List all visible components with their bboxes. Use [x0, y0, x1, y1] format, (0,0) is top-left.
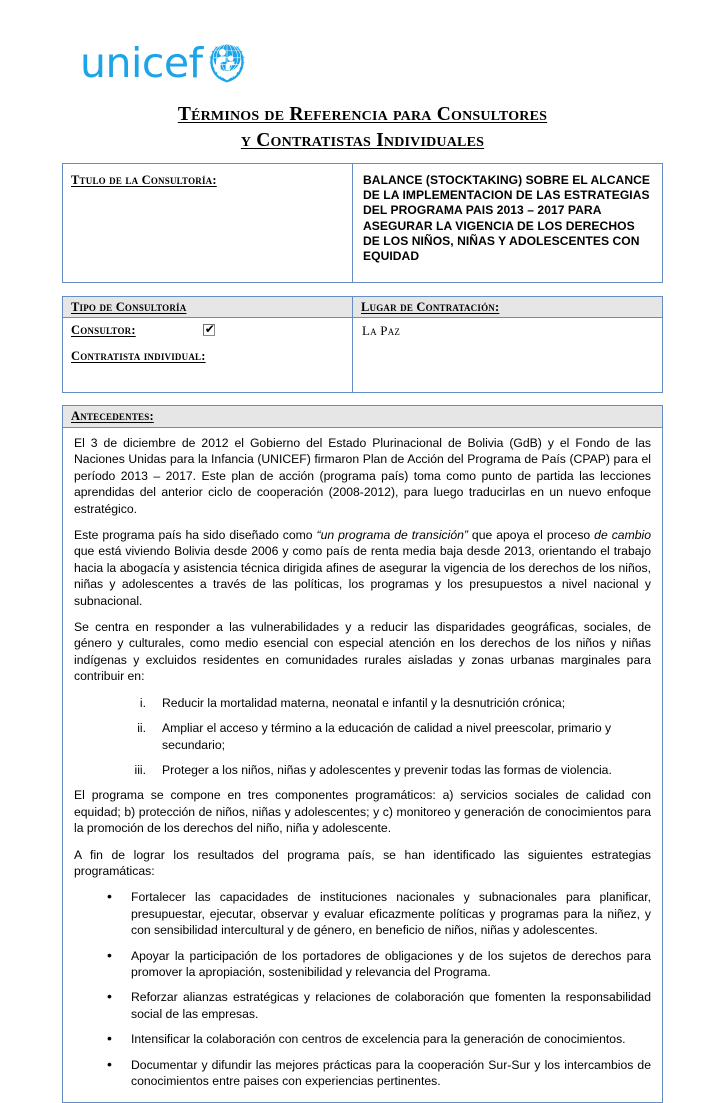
page-title-line1: [62, 102, 663, 128]
bullet-icon: •: [107, 946, 112, 963]
page-title: [62, 102, 663, 154]
list-item-text: Apoyar la participación de los portadores de obligaciones y de los sujetos de derechos para promover la apropiación, sostenibilidad y relevancia del Programa.: [131, 948, 651, 979]
list-item-marker: iii.: [134, 762, 146, 777]
list-item-marker: ii.: [137, 721, 146, 736]
list-item-text: Ampliar el acceso y término a la educación de calidad a nivel preescolar, primario y secundario;: [162, 721, 612, 752]
unicef-logo: [80, 38, 663, 89]
list-item-text: Reforzar alianzas estratégicas y relaciones de colaboración que fomenten la responsabilidad social de las empresas.: [131, 990, 651, 1021]
table-header-row: [63, 297, 663, 318]
list-item: [74, 695, 651, 711]
list-item: [74, 889, 651, 938]
antecedentes-paragraph-1: El 3 de diciembre de 2012 el Gobierno del Estado Plurinacional de Bolivia (GdB) y el Fondo de las Naciones Unidas para la Infancia (UNICEF) firmaron Plan de Acción del Programa de País (CPAP) para el período 2013 – 2017. Este plan de acción (programa país) toma como punto de partida las lecciones aprendidas del anterior ciclo de cooperación (2008-2012), para luego traducirlas en un nuevo enfoque estratégico.: [74, 436, 651, 516]
consultancy-title-label: Ttulo de la Consultoría:: [71, 173, 217, 187]
consultancy-title-value-cell: [353, 164, 663, 283]
lugar-contratacion-header-cell: [353, 297, 663, 318]
list-item: [74, 1031, 651, 1047]
consultancy-type-table: [62, 296, 663, 393]
consultor-checkbox[interactable]: [203, 324, 215, 336]
consultor-option-label: Consultor:: [71, 323, 136, 337]
tipo-consultoria-header-cell: [63, 297, 353, 318]
antecedentes-paragraph-5: A fin de lograr los resultados del programa país, se han identificado las siguientes estrategias programáticas:: [74, 847, 651, 878]
table-row: [63, 428, 663, 1103]
table-row: [63, 318, 663, 393]
list-item-marker: i.: [139, 695, 146, 710]
list-item-text: Proteger a los niños, niñas y adolescentes y prevenir todas las formas de violencia.: [162, 762, 612, 777]
checkmark-icon: ✔: [204, 322, 215, 336]
antecedentes-paragraph-2: [74, 527, 651, 609]
page-title-line2-text: y Contratistas Individuales: [240, 130, 485, 151]
antecedentes-numbered-list: [74, 695, 651, 779]
consultor-option-row[interactable]: [71, 323, 344, 338]
antecedentes-header-cell: [63, 406, 663, 428]
unicef-emblem-icon: [204, 38, 250, 89]
page-title-line2: [62, 128, 663, 154]
table-header-row: [63, 406, 663, 428]
antecedentes-paragraph-4: El programa se compone en tres componentes programáticos: a) servicios sociales de calidad con equidad; b) protección de niños, niñas y adolescentes; y c) monitoreo y generación de conocimientos para la promoción de los derechos del niño, niña y adolescente.: [74, 788, 651, 836]
p2-part2: que apoya el proceso: [467, 528, 595, 543]
antecedentes-body-cell: [63, 428, 663, 1103]
contratista-individual-option-label[interactable]: Contratista individual:: [71, 349, 206, 363]
consultancy-title-label-cell: [63, 164, 353, 283]
consultancy-title-value: BALANCE (STOCKTAKING) SOBRE EL ALCANCE DE LA IMPLEMENTACION DE LAS ESTRATEGIAS DEL PROGRAMA PAIS 2013 – 2017 PARA ASEGURAR LA VIGENCIA DE LOS DERECHOS DE LOS NIÑOS, NIÑAS Y ADOLESCENTES CON EQUIDAD: [363, 173, 650, 264]
list-item-text: Fortalecer las capacidades de instituciones nacionales y subnacionales para planificar, presupuestar, ejecutar, observar y evaluar eficazmente políticas y programas para la niñez, y con sensibilidad intercultural y de género, en beneficio de niños, niñas y adolescentes.: [131, 890, 651, 938]
lugar-contratacion-header: Lugar de Contratación:: [361, 300, 500, 314]
lugar-contratacion-value: La Paz: [362, 323, 401, 338]
list-item: [74, 948, 651, 981]
bullet-icon: •: [107, 1055, 112, 1072]
p2-italic2: de cambio: [594, 528, 651, 543]
antecedentes-bullet-list: [74, 889, 651, 1089]
list-item-text: Reducir la mortalidad materna, neonatal e infantil y la desnutrición crónica;: [162, 695, 566, 710]
page-title-line1-text: Términos de Referencia para Consultores: [177, 104, 548, 125]
p2-part1: Este programa país ha sido diseñado como: [74, 528, 317, 543]
tipo-consultoria-options-cell: [63, 318, 353, 393]
list-item: [74, 720, 651, 753]
list-item: [74, 989, 651, 1022]
p2-part3: que está viviendo Bolivia desde 2006 y como país de renta media baja desde 2013, orientando el trabajo hacia la abogacía y asistencia técnica dirigida afines de asegurar la vigencia de los derechos de los niños, niñas y adolescentes a través de las políticas, los programas y los presupuestos a nivel nacional y subnacional.: [74, 544, 651, 608]
list-item: [74, 762, 651, 778]
bullet-icon: •: [107, 988, 112, 1005]
consultancy-title-table: [62, 163, 663, 283]
unicef-wordmark: unicef: [80, 39, 203, 87]
antecedentes-header: Antecedentes:: [71, 409, 154, 423]
list-item-text: Documentar y difundir las mejores prácticas para la cooperación Sur-Sur y los intercambios de conocimientos entre paises con experiencias pertinentes.: [131, 1057, 651, 1088]
table-row: [63, 164, 663, 283]
consultor-checkbox-wrap[interactable]: [203, 324, 215, 336]
list-item: [74, 1057, 651, 1090]
bullet-icon: •: [107, 888, 112, 905]
lugar-contratacion-value-cell: [353, 318, 663, 393]
tipo-consultoria-header: Tipo de Consultoría: [71, 300, 187, 314]
antecedentes-paragraph-3: Se centra en responder a las vulnerabilidades y a reducir las disparidades geográficas, sociales, de género y culturales, como medio esencial con especial atención en los derechos de los niños y niñas indígenas y excluidos residentes en comunidades rurales aisladas y zonas urbanas marginales para contribuir en:: [74, 620, 651, 684]
list-item-text: Intensificar la colaboración con centros de excelencia para la generación de conocimientos.: [131, 1032, 626, 1047]
antecedentes-table: [62, 405, 663, 1103]
p2-italic1: “un programa de transición”: [316, 528, 468, 543]
bullet-icon: •: [107, 1030, 112, 1047]
logo-header: [62, 0, 663, 100]
